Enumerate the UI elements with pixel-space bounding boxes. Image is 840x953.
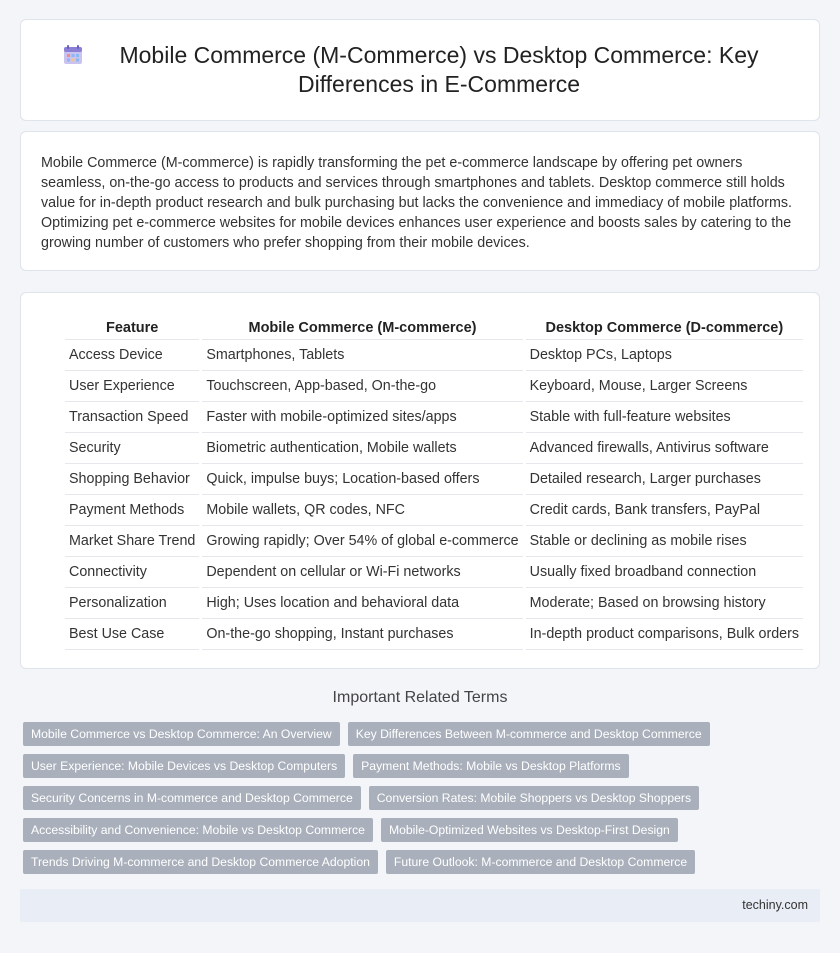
related-term-tag[interactable]: User Experience: Mobile Devices vs Desktop Computers xyxy=(23,754,345,778)
cell-mobile: Dependent on cellular or Wi-Fi networks xyxy=(202,557,522,588)
table-row xyxy=(65,433,803,464)
table-row xyxy=(65,371,803,402)
table-row xyxy=(65,619,803,650)
cell-desktop: Stable or declining as mobile rises xyxy=(526,526,803,557)
cell-feature: Access Device xyxy=(65,340,199,371)
cell-desktop: Credit cards, Bank transfers, PayPal xyxy=(526,495,803,526)
comparison-table xyxy=(62,315,806,650)
cell-desktop: Stable with full-feature websites xyxy=(526,402,803,433)
related-term-tag[interactable]: Future Outlook: M-commerce and Desktop Commerce xyxy=(386,850,695,874)
cell-mobile: Growing rapidly; Over 54% of global e-commerce xyxy=(202,526,522,557)
cell-feature: Transaction Speed xyxy=(65,402,199,433)
cell-desktop: Advanced firewalls, Antivirus software xyxy=(526,433,803,464)
related-term-tag[interactable]: Key Differences Between M-commerce and Desktop Commerce xyxy=(348,722,710,746)
cell-desktop: Detailed research, Larger purchases xyxy=(526,464,803,495)
footer-site[interactable]: techiny.com xyxy=(742,898,808,912)
cell-desktop: Usually fixed broadband connection xyxy=(526,557,803,588)
tag-row xyxy=(23,722,803,746)
cell-feature: Personalization xyxy=(65,588,199,619)
table-row xyxy=(65,588,803,619)
cell-mobile: Mobile wallets, QR codes, NFC xyxy=(202,495,522,526)
page-title: Mobile Commerce (M-Commerce) vs Desktop Commerce: Key Differences in E-Commerce xyxy=(119,42,759,97)
table-row xyxy=(65,495,803,526)
cell-feature: Shopping Behavior xyxy=(65,464,199,495)
cell-mobile: On-the-go shopping, Instant purchases xyxy=(202,619,522,650)
cell-mobile: High; Uses location and behavioral data xyxy=(202,588,522,619)
header-mobile: Mobile Commerce (M-commerce) xyxy=(202,315,522,340)
title-wrap xyxy=(61,41,779,99)
header-feature: Feature xyxy=(65,315,199,340)
table-row xyxy=(65,557,803,588)
cell-desktop: Keyboard, Mouse, Larger Screens xyxy=(526,371,803,402)
related-terms-heading: Important Related Terms xyxy=(332,689,508,706)
cell-feature: Market Share Trend xyxy=(65,526,199,557)
cell-feature: Security xyxy=(65,433,199,464)
cell-mobile: Biometric authentication, Mobile wallets xyxy=(202,433,522,464)
header-desktop: Desktop Commerce (D-commerce) xyxy=(526,315,803,340)
cell-mobile: Smartphones, Tablets xyxy=(202,340,522,371)
calendar-icon xyxy=(61,43,85,67)
comparison-card xyxy=(20,292,820,669)
table-row xyxy=(65,464,803,495)
cell-feature: Best Use Case xyxy=(65,619,199,650)
footer xyxy=(20,889,820,922)
cell-desktop: Moderate; Based on browsing history xyxy=(526,588,803,619)
cell-desktop: Desktop PCs, Laptops xyxy=(526,340,803,371)
related-term-tag[interactable]: Security Concerns in M-commerce and Desktop Commerce xyxy=(23,786,361,810)
tag-row xyxy=(23,786,803,810)
table-row xyxy=(65,402,803,433)
cell-mobile: Touchscreen, App-based, On-the-go xyxy=(202,371,522,402)
cell-feature: Payment Methods xyxy=(65,495,199,526)
table-row xyxy=(65,340,803,371)
cell-mobile: Quick, impulse buys; Location-based offers xyxy=(202,464,522,495)
related-term-tag[interactable]: Accessibility and Convenience: Mobile vs Desktop Commerce xyxy=(23,818,373,842)
tag-row xyxy=(23,818,803,842)
cell-mobile: Faster with mobile-optimized sites/apps xyxy=(202,402,522,433)
related-terms-list xyxy=(23,722,803,882)
related-term-tag[interactable]: Payment Methods: Mobile vs Desktop Platforms xyxy=(353,754,628,778)
title-card xyxy=(20,19,820,121)
table-row xyxy=(65,526,803,557)
related-term-tag[interactable]: Mobile-Optimized Websites vs Desktop-First Design xyxy=(381,818,678,842)
cell-desktop: In-depth product comparisons, Bulk orders xyxy=(526,619,803,650)
intro-paragraph: Mobile Commerce (M-commerce) is rapidly transforming the pet e-commerce landscape by offering pet owners seamless, on-the-go access to products and services through smartphones and tablets. Desktop commerce still holds value for in-depth product research and bulk purchasing but lacks the convenience and immediacy of mobile platforms. Optimizing pet e-commerce websites for mobile devices enhances user experience and boosts sales by catering to the growing number of customers who prefer shopping from their mobile devices. xyxy=(41,155,792,251)
tag-row xyxy=(23,850,803,874)
related-term-tag[interactable]: Mobile Commerce vs Desktop Commerce: An Overview xyxy=(23,722,340,746)
intro-card xyxy=(20,131,820,271)
cell-feature: Connectivity xyxy=(65,557,199,588)
tag-row xyxy=(23,754,803,778)
related-term-tag[interactable]: Conversion Rates: Mobile Shoppers vs Desktop Shoppers xyxy=(369,786,699,810)
table-header-row xyxy=(65,315,803,340)
related-term-tag[interactable]: Trends Driving M-commerce and Desktop Commerce Adoption xyxy=(23,850,378,874)
cell-feature: User Experience xyxy=(65,371,199,402)
